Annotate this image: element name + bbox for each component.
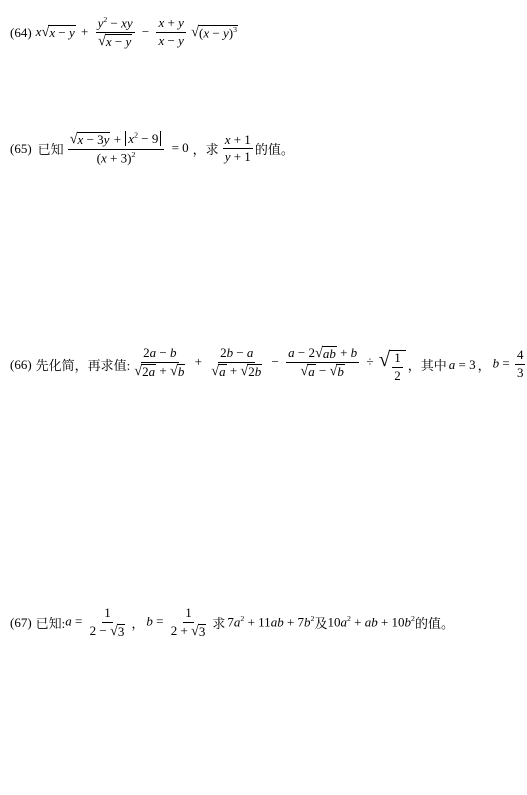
target-expression-1: $7a^2 + 11ab + 7b^2$: [227, 614, 315, 630]
problem-64: [10, 16, 238, 50]
problem-number: (66): [10, 356, 32, 372]
expression-65: √ x − 3y + $x^2 - 9$ $(x + 3)^2$ = 0: [69, 131, 189, 165]
problem-67: [10, 606, 454, 639]
ask-text: ，求: [192, 142, 219, 158]
comma: ，: [477, 358, 491, 374]
condition-b: b = $\frac{4}{3}$: [492, 347, 524, 381]
comma: ，: [131, 616, 145, 632]
given-b: b = 1 2 + √ 3: [146, 605, 206, 639]
where-text: ，其中: [407, 358, 447, 374]
expression-64: x √ x − y + $y^2$ − xy √ x − y − $\frac{x + y}{x - y}$ √ $(x - y)^3$: [35, 15, 237, 50]
given-a: a = 1 2 − √ 3: [65, 605, 125, 639]
problem-number: (64): [10, 24, 32, 40]
ask-text: 求: [212, 616, 226, 632]
ask-end-text: 的值。: [254, 142, 294, 158]
condition-a: a = 3: [448, 356, 476, 372]
problem-number: (67): [10, 614, 32, 630]
expression-66: 2a − b √ 2a + √ b + 2b − a √ a + √ 2b − a − 2 √ ab + b √ a − √ b ÷ √ $\frac{1}{2}$: [130, 346, 405, 384]
problem-prefix: 已知: [37, 142, 64, 158]
problem-number: (65): [10, 140, 32, 156]
ask-end-text: 的值。: [414, 616, 454, 632]
and-text: 及: [314, 616, 328, 632]
target-fraction: $\frac{x + 1}{y + 1}$: [224, 131, 251, 165]
problem-prefix: 已知:: [35, 616, 66, 632]
problem-66: [10, 346, 527, 384]
problem-65: [10, 132, 294, 166]
target-expression-2: $10a^2$ + ab + $10b^2$: [327, 614, 415, 630]
problem-prefix: 先化简，再求值:: [35, 358, 131, 374]
